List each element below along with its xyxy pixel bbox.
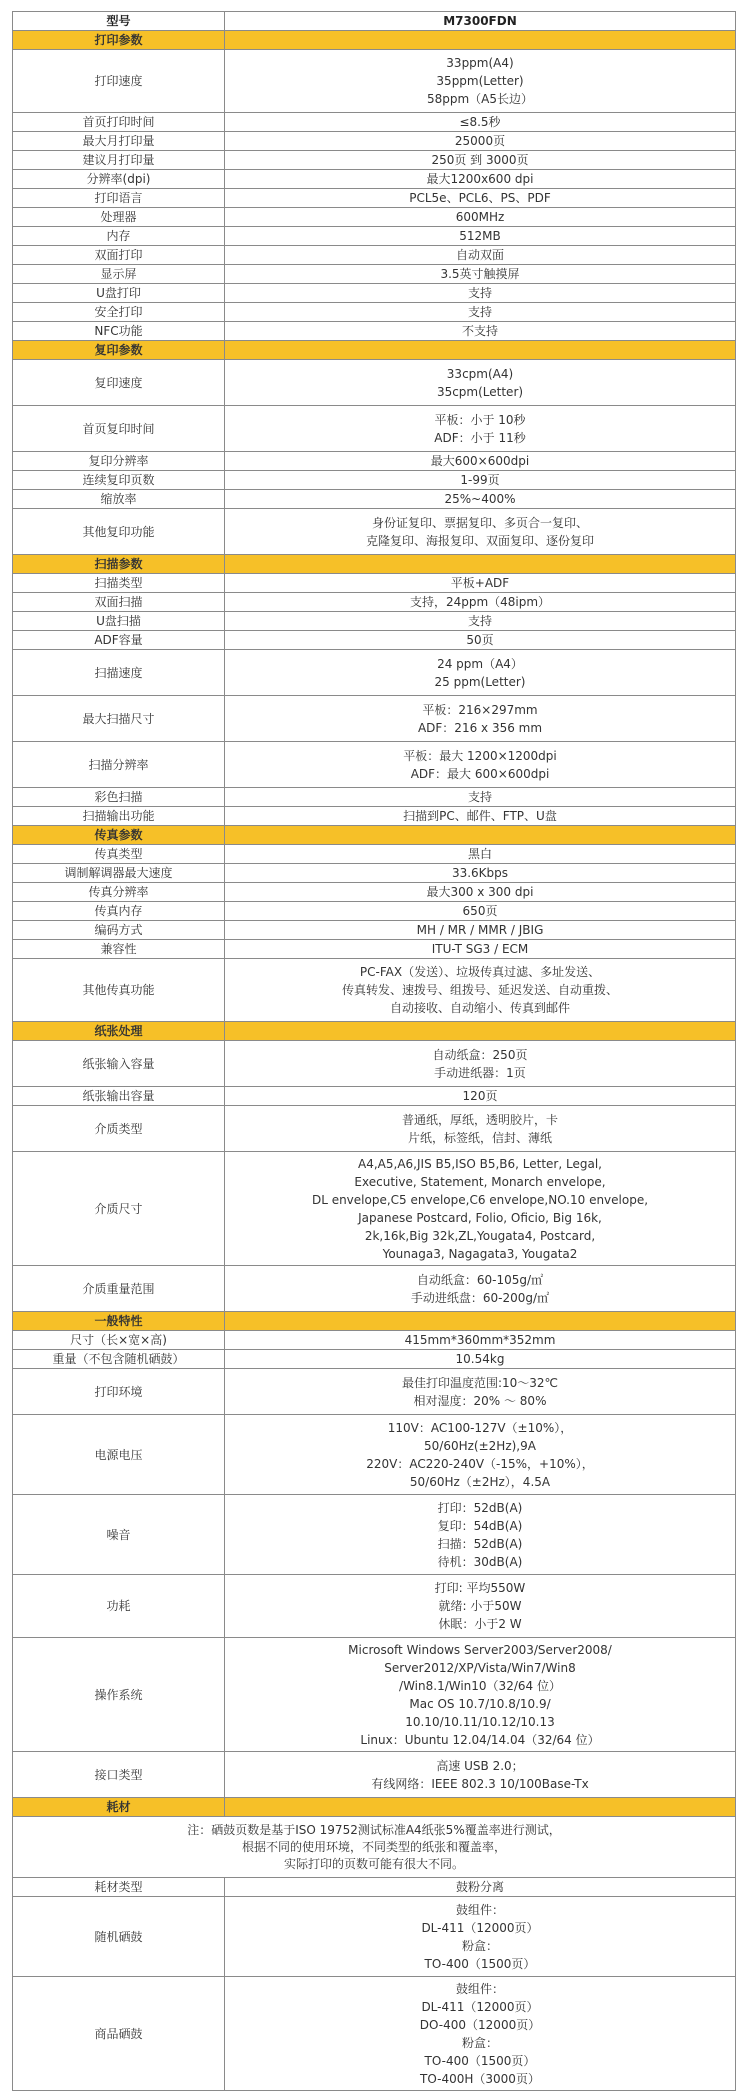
spec-value-line: ITU-T SG3 / ECM — [431, 942, 529, 956]
spec-value — [225, 227, 736, 246]
spec-value-line: 支持 — [467, 790, 492, 804]
section-header — [13, 1022, 736, 1041]
section-title: 纸张处理 — [13, 1022, 225, 1041]
spec-value — [225, 303, 736, 322]
spec-row — [13, 246, 736, 265]
spec-value — [225, 612, 736, 631]
spec-label: 纸张输入容量 — [13, 1041, 225, 1087]
spec-value-line: DO-400（12000页） — [419, 2017, 541, 2032]
spec-value — [225, 1152, 736, 1266]
spec-row — [13, 1106, 736, 1152]
spec-label: 调制解调器最大速度 — [13, 864, 225, 883]
spec-value-line: 就绪: 小于50W — [438, 1599, 522, 1613]
spec-value — [225, 1752, 736, 1798]
spec-row — [13, 883, 736, 902]
spec-value-line: 鼓粉分离 — [455, 1880, 504, 1894]
spec-value — [225, 189, 736, 208]
spec-value-line: 身份证复印、票据复印、多页合一复印、 — [371, 515, 588, 530]
spec-value-line: 待机：30dB(A) — [437, 1554, 523, 1569]
section-header — [13, 341, 736, 360]
spec-label: 尺寸（长×宽×高) — [13, 1331, 225, 1350]
spec-label: 安全打印 — [13, 303, 225, 322]
spec-label: 电源电压 — [13, 1415, 225, 1495]
spec-row — [13, 1638, 736, 1752]
spec-label: 缩放率 — [13, 490, 225, 509]
spec-value — [225, 593, 736, 612]
spec-value — [225, 1638, 736, 1752]
spec-row — [13, 959, 736, 1022]
spec-label: 彩色扫描 — [13, 788, 225, 807]
spec-value-line: Japanese Postcard, Folio, Oficio, Big 16k, — [358, 1210, 602, 1225]
spec-row — [13, 50, 736, 113]
section-title: 复印参数 — [13, 341, 225, 360]
spec-row — [13, 360, 736, 406]
spec-row — [13, 1752, 736, 1798]
spec-row — [13, 1350, 736, 1369]
spec-value-line: 24 ppm（A4） — [437, 656, 523, 671]
spec-label: 双面打印 — [13, 246, 225, 265]
spec-label: 扫描类型 — [13, 574, 225, 593]
spec-value-line: /Win8.1/Win10（32/64 位） — [399, 1678, 561, 1693]
spec-value-line: 平板：最大 1200×1200dpi — [403, 748, 557, 763]
spec-row — [13, 1977, 736, 2091]
spec-value-line: 3.5英寸触摸屏 — [440, 267, 520, 281]
spec-label: 传真内存 — [13, 902, 225, 921]
spec-value — [225, 921, 736, 940]
spec-value — [225, 1415, 736, 1495]
spec-row — [13, 1369, 736, 1415]
spec-value-line: 自动纸盒：250页 — [432, 1047, 528, 1062]
spec-value-line: Microsoft Windows Server2003/Server2008/ — [348, 1642, 612, 1657]
spec-row — [13, 921, 736, 940]
spec-value — [225, 1087, 736, 1106]
model-value: M7300FDN — [225, 12, 736, 31]
spec-label: 复印速度 — [13, 360, 225, 406]
spec-value — [225, 265, 736, 284]
spec-value-line: 黑白 — [467, 847, 492, 861]
spec-label: 打印环境 — [13, 1369, 225, 1415]
spec-value-line: 不支持 — [461, 324, 498, 338]
spec-label: 功耗 — [13, 1575, 225, 1638]
spec-label: 其他传真功能 — [13, 959, 225, 1022]
spec-label: 兼容性 — [13, 940, 225, 959]
spec-value-line: 扫描到PC、邮件、FTP、U盘 — [403, 809, 557, 823]
spec-value — [225, 360, 736, 406]
spec-row — [13, 303, 736, 322]
spec-value-line: 打印: 平均550W — [434, 1581, 526, 1595]
spec-value-line: 自动双面 — [455, 248, 504, 262]
spec-row — [13, 1041, 736, 1087]
spec-value — [225, 132, 736, 151]
model-label: 型号 — [13, 12, 225, 31]
spec-value — [225, 940, 736, 959]
spec-value — [225, 1977, 736, 2091]
spec-value-line: 1-99页 — [460, 473, 500, 487]
spec-value-line: 最大300 x 300 dpi — [426, 885, 534, 899]
spec-label: U盘打印 — [13, 284, 225, 303]
spec-value-line: 平板：216×297mm — [422, 702, 538, 717]
spec-value-line: 600MHz — [455, 210, 505, 224]
spec-label: 噪音 — [13, 1495, 225, 1575]
spec-value — [225, 490, 736, 509]
spec-label: 显示屏 — [13, 265, 225, 284]
spec-value-line: 512MB — [459, 229, 501, 243]
spec-value-line: 支持 — [467, 305, 492, 319]
spec-value-line: ADF：小于 11秒 — [434, 430, 526, 445]
spec-value — [225, 864, 736, 883]
spec-value — [225, 406, 736, 452]
spec-value-line: 克隆复印、海报复印、双面复印、逐份复印 — [365, 533, 594, 548]
spec-label: 商品硒鼓 — [13, 1977, 225, 2091]
spec-row — [13, 845, 736, 864]
spec-label: 首页打印时间 — [13, 113, 225, 132]
spec-value-line: 自动纸盒：60-105g/㎡ — [416, 1272, 544, 1287]
spec-row — [13, 902, 736, 921]
model-row — [13, 12, 736, 31]
note-line: 根据不同的使用环境，不同类型的纸张和覆盖率， — [241, 1839, 506, 1854]
spec-row — [13, 151, 736, 170]
spec-label: 扫描速度 — [13, 650, 225, 696]
spec-label: 打印语言 — [13, 189, 225, 208]
spec-value-line: 33cpm(A4) — [446, 366, 514, 381]
section-spacer — [225, 555, 736, 574]
spec-label: 传真类型 — [13, 845, 225, 864]
section-header — [13, 31, 736, 50]
spec-label: 扫描输出功能 — [13, 807, 225, 826]
spec-value-line: TO-400（1500页） — [424, 2053, 536, 2068]
section-title: 扫描参数 — [13, 555, 225, 574]
spec-row — [13, 1878, 736, 1897]
spec-value — [225, 574, 736, 593]
spec-label: 介质类型 — [13, 1106, 225, 1152]
spec-label: 处理器 — [13, 208, 225, 227]
spec-value-line: 33ppm(A4) — [446, 56, 514, 70]
spec-value — [225, 959, 736, 1022]
spec-value-line: Executive, Statement, Monarch envelope, — [354, 1174, 606, 1189]
spec-value-line: 手动进纸器：1页 — [434, 1065, 526, 1080]
spec-row — [13, 132, 736, 151]
spec-value — [225, 1331, 736, 1350]
spec-value — [225, 452, 736, 471]
spec-value-line: 25%~400% — [444, 492, 516, 506]
spec-value-line: 120页 — [462, 1089, 498, 1103]
spec-value-line: TO-400（1500页） — [424, 1956, 536, 1971]
spec-label: 接口类型 — [13, 1752, 225, 1798]
spec-value-line: 复印：54dB(A) — [437, 1518, 523, 1533]
spec-value-line: ADF：216 x 356 mm — [417, 720, 543, 735]
spec-label: U盘扫描 — [13, 612, 225, 631]
spec-value — [225, 1266, 736, 1312]
spec-row — [13, 742, 736, 788]
section-spacer — [225, 826, 736, 845]
spec-value-line: 10.10/10.11/10.12/10.13 — [405, 1714, 555, 1729]
spec-value-line: 35cpm(Letter) — [436, 384, 524, 399]
spec-label: 重量（不包含随机硒鼓） — [13, 1350, 225, 1369]
spec-label: 编码方式 — [13, 921, 225, 940]
spec-row — [13, 265, 736, 284]
spec-row — [13, 1266, 736, 1312]
spec-row — [13, 284, 736, 303]
spec-value — [225, 284, 736, 303]
spec-value-line: 传真转发、速拨号、组拨号、延迟发送、自动重拨、 — [341, 983, 618, 997]
spec-value-line: Younaga3, Nagagata3, Yougata2 — [382, 1246, 578, 1261]
spec-label: 分辨率(dpi) — [13, 170, 225, 189]
spec-row — [13, 612, 736, 631]
spec-value — [225, 902, 736, 921]
note-cell — [13, 1817, 736, 1878]
section-title: 打印参数 — [13, 31, 225, 50]
spec-row — [13, 1495, 736, 1575]
spec-value — [225, 322, 736, 341]
spec-row — [13, 406, 736, 452]
spec-value — [225, 883, 736, 902]
spec-value-line: 25 ppm(Letter) — [434, 674, 526, 689]
section-title: 传真参数 — [13, 826, 225, 845]
section-header — [13, 1798, 736, 1817]
spec-row — [13, 696, 736, 742]
spec-value — [225, 1878, 736, 1897]
section-spacer — [225, 1312, 736, 1331]
spec-value — [225, 845, 736, 864]
spec-row — [13, 1897, 736, 1977]
spec-value — [225, 696, 736, 742]
spec-label: 扫描分辨率 — [13, 742, 225, 788]
spec-label: ADF容量 — [13, 631, 225, 650]
spec-value-line: Server2012/XP/Vista/Win7/Win8 — [384, 1660, 576, 1675]
spec-value-line: PC-FAX（发送）、垃圾传真过滤、多址发送、 — [359, 965, 601, 979]
spec-value-line: 粉盒： — [461, 2035, 498, 2050]
spec-row — [13, 574, 736, 593]
spec-label: 介质重量范围 — [13, 1266, 225, 1312]
spec-row — [13, 1331, 736, 1350]
spec-value — [225, 1495, 736, 1575]
spec-value-line: 普通纸，厚纸，透明胶片，卡 — [401, 1112, 558, 1127]
section-header — [13, 1312, 736, 1331]
spec-row — [13, 490, 736, 509]
spec-row — [13, 788, 736, 807]
spec-value-line: 35ppm(Letter) — [436, 74, 524, 88]
spec-row — [13, 113, 736, 132]
spec-value-line: 110V：AC100-127V（±10%）， — [387, 1420, 573, 1435]
spec-label: 随机硒鼓 — [13, 1897, 225, 1977]
spec-value-line: 平板+ADF — [450, 576, 510, 590]
spec-value — [225, 1350, 736, 1369]
note-line: 实际打印的页数可能有很大不同。 — [283, 1856, 464, 1871]
note-line: 注：硒鼓页数是基于ISO 19752测试标准A4纸张5%覆盖率进行测试， — [187, 1822, 561, 1837]
section-header — [13, 555, 736, 574]
spec-value — [225, 208, 736, 227]
spec-value-line: 2k,16k,Big 32k,ZL,Yougata4, Postcard, — [364, 1228, 596, 1243]
section-spacer — [225, 1022, 736, 1041]
spec-value-line: 高速 USB 2.0； — [436, 1758, 524, 1773]
spec-value-line: 最大1200x600 dpi — [426, 172, 534, 186]
spec-value — [225, 509, 736, 555]
spec-label: 双面扫描 — [13, 593, 225, 612]
spec-row — [13, 1087, 736, 1106]
spec-value-line: DL envelope,C5 envelope,C6 envelope,NO.10 envelope, — [311, 1192, 649, 1207]
spec-value-line: 粉盒： — [461, 1938, 498, 1953]
spec-value-line: 支持，24ppm（48ipm） — [409, 595, 551, 609]
spec-row — [13, 452, 736, 471]
spec-value-line: 打印：52dB(A) — [437, 1500, 523, 1515]
spec-label: 操作系统 — [13, 1638, 225, 1752]
spec-row — [13, 322, 736, 341]
spec-row — [13, 1575, 736, 1638]
spec-label: 首页复印时间 — [13, 406, 225, 452]
spec-label: 耗材类型 — [13, 1878, 225, 1897]
spec-row — [13, 1415, 736, 1495]
section-title: 耗材 — [13, 1798, 225, 1817]
spec-value-line: 相对湿度：20% ～ 80% — [413, 1393, 547, 1408]
spec-value-line: TO-400H（3000页） — [420, 2071, 540, 2086]
spec-row — [13, 807, 736, 826]
spec-label: 介质尺寸 — [13, 1152, 225, 1266]
spec-value-line: 手动进纸盘：60-200g/㎡ — [410, 1290, 550, 1305]
spec-value-line: 扫描：52dB(A) — [437, 1536, 523, 1551]
spec-value-line: 休眠：小于2 W — [438, 1617, 522, 1631]
spec-value-line: ≤8.5秒 — [459, 115, 501, 129]
spec-row — [13, 509, 736, 555]
spec-value-line: 最大600×600dpi — [430, 454, 530, 468]
spec-value-line: DL-411（12000页） — [421, 1920, 539, 1935]
spec-label: 纸张输出容量 — [13, 1087, 225, 1106]
spec-value — [225, 471, 736, 490]
spec-label: NFC功能 — [13, 322, 225, 341]
spec-value — [225, 1575, 736, 1638]
note-row — [13, 1817, 736, 1878]
spec-label: 最大扫描尺寸 — [13, 696, 225, 742]
spec-value-line: 58ppm（A5长边） — [426, 92, 534, 106]
spec-value — [225, 1369, 736, 1415]
section-spacer — [225, 1798, 736, 1817]
spec-value-line: ADF：最大 600×600dpi — [410, 766, 550, 781]
spec-value — [225, 1106, 736, 1152]
spec-value-line: 220V：AC220-240V（-15%，+10%）， — [366, 1456, 594, 1471]
spec-value-line: 33.6Kbps — [451, 866, 509, 880]
spec-row — [13, 1152, 736, 1266]
spec-value-line: A4,A5,A6,JIS B5,ISO B5,B6, Letter, Legal, — [358, 1156, 602, 1171]
spec-value-line: 平板：小于 10秒 — [434, 412, 526, 427]
spec-value-line: 片纸，标签纸，信封、薄纸 — [407, 1130, 552, 1145]
spec-value-line: 25000页 — [454, 134, 506, 148]
spec-row — [13, 940, 736, 959]
spec-label: 打印速度 — [13, 50, 225, 113]
spec-value-line: 50/60Hz(±2Hz),9A — [424, 1438, 536, 1453]
spec-row — [13, 471, 736, 490]
spec-value — [225, 788, 736, 807]
spec-value-line: 支持 — [467, 614, 492, 628]
spec-value-line: 10.54kg — [455, 1352, 505, 1366]
spec-value-line: 鼓组件： — [455, 1981, 504, 1996]
spec-row — [13, 631, 736, 650]
spec-value-line: 最佳打印温度范围:10～32℃ — [401, 1375, 559, 1390]
spec-label: 复印分辨率 — [13, 452, 225, 471]
spec-table-body — [13, 12, 736, 2091]
section-spacer — [225, 341, 736, 360]
spec-value-line: 50/60Hz（±2Hz），4.5A — [409, 1474, 551, 1489]
spec-value-line: 415mm*360mm*352mm — [404, 1333, 556, 1347]
spec-label: 最大月打印量 — [13, 132, 225, 151]
spec-value-line: 250页 到 3000页 — [431, 153, 529, 167]
section-spacer — [225, 31, 736, 50]
spec-label: 传真分辨率 — [13, 883, 225, 902]
spec-value-line: MH / MR / MMR / JBIG — [416, 923, 544, 937]
spec-value-line: Mac OS 10.7/10.8/10.9/ — [409, 1696, 551, 1711]
spec-row — [13, 208, 736, 227]
spec-value-line: PCL5e、PCL6、PS、PDF — [409, 191, 551, 205]
spec-value-line: 50页 — [466, 633, 494, 647]
spec-row — [13, 189, 736, 208]
section-title: 一般特性 — [13, 1312, 225, 1331]
spec-value — [225, 742, 736, 788]
spec-value — [225, 50, 736, 113]
spec-row — [13, 650, 736, 696]
spec-value-line: 支持 — [467, 286, 492, 300]
spec-value — [225, 246, 736, 265]
spec-label: 内存 — [13, 227, 225, 246]
spec-table — [12, 11, 736, 2091]
spec-row — [13, 170, 736, 189]
spec-value — [225, 807, 736, 826]
spec-value-line: 自动接收、自动缩小、传真到邮件 — [389, 1001, 570, 1015]
spec-value — [225, 631, 736, 650]
spec-value — [225, 1041, 736, 1087]
spec-value — [225, 650, 736, 696]
spec-value — [225, 151, 736, 170]
spec-label: 其他复印功能 — [13, 509, 225, 555]
spec-label: 连续复印页数 — [13, 471, 225, 490]
spec-row — [13, 593, 736, 612]
spec-value-line: Linux：Ubuntu 12.04/14.04（32/64 位） — [360, 1732, 600, 1747]
spec-value — [225, 113, 736, 132]
spec-value-line: 有线网络：IEEE 802.3 10/100Base-Tx — [371, 1776, 589, 1791]
section-header — [13, 826, 736, 845]
spec-row — [13, 227, 736, 246]
spec-label: 建议月打印量 — [13, 151, 225, 170]
spec-row — [13, 864, 736, 883]
spec-value — [225, 170, 736, 189]
spec-value — [225, 1897, 736, 1977]
spec-value-line: DL-411（12000页） — [421, 1999, 539, 2014]
spec-value-line: 650页 — [462, 904, 498, 918]
spec-value-line: 鼓组件： — [455, 1902, 504, 1917]
